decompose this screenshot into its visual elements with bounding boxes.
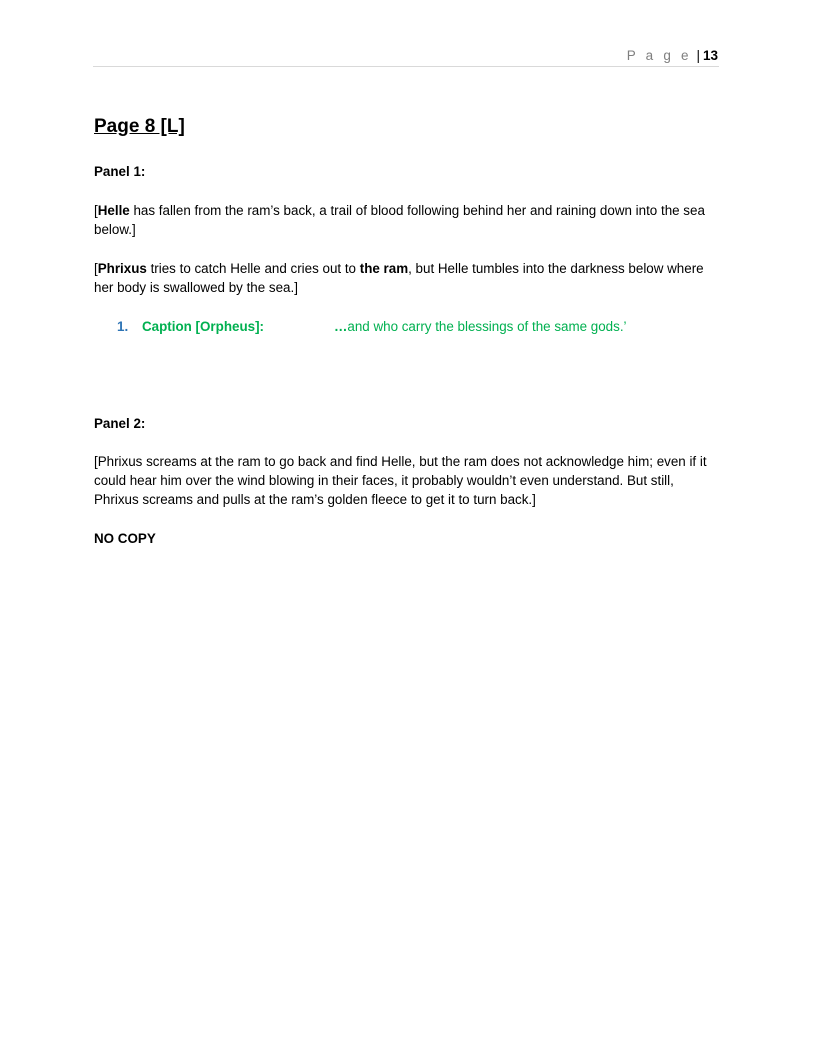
character-helle: Helle — [97, 203, 130, 218]
panel1-heading: Panel 1: — [94, 164, 146, 179]
page-title: Page 8 [L] — [94, 116, 185, 137]
character-phrixus: Phrixus — [97, 261, 147, 276]
caption-label: Caption [Orpheus]: — [142, 319, 264, 334]
no-copy-note: NO COPY — [94, 531, 156, 546]
page-word: P a g e — [626, 48, 692, 63]
caption-ellipsis: … — [334, 319, 348, 334]
page-number: 13 — [702, 48, 718, 63]
description-text: tries to catch Helle and cries out to — [146, 261, 360, 276]
character-ram: the ram — [359, 261, 409, 276]
panel2-description: [Phrixus screams at the ram to go back and find Helle, but the ram does not acknowledge him; even if it could hear him over the wind blowing in their faces, it probably wouldn’t even understand. But still, Phrixus screams and pulls at the ram’s golden fleece to get it to turn back.] — [94, 454, 707, 507]
panel2-heading: Panel 2: — [94, 416, 146, 431]
description-text: , but Helle tumbles into the darkness below where her body is swallowed by the sea.] — [94, 261, 704, 295]
caption-item — [117, 317, 627, 336]
page-header — [93, 46, 719, 67]
caption-text: and who carry the blessings of the same gods.’ — [347, 319, 627, 334]
page-number-label — [627, 48, 718, 63]
description-text: has fallen from the ram’s back, a trail of blood following behind her and raining down into the sea below.] — [94, 203, 705, 237]
panel1-description-1 — [94, 201, 724, 239]
open-bracket: [ — [94, 261, 98, 276]
open-bracket: [ — [94, 203, 98, 218]
header-separator: | — [696, 48, 700, 63]
panel1-description-2 — [94, 259, 724, 297]
caption-number: 1. — [117, 319, 129, 334]
